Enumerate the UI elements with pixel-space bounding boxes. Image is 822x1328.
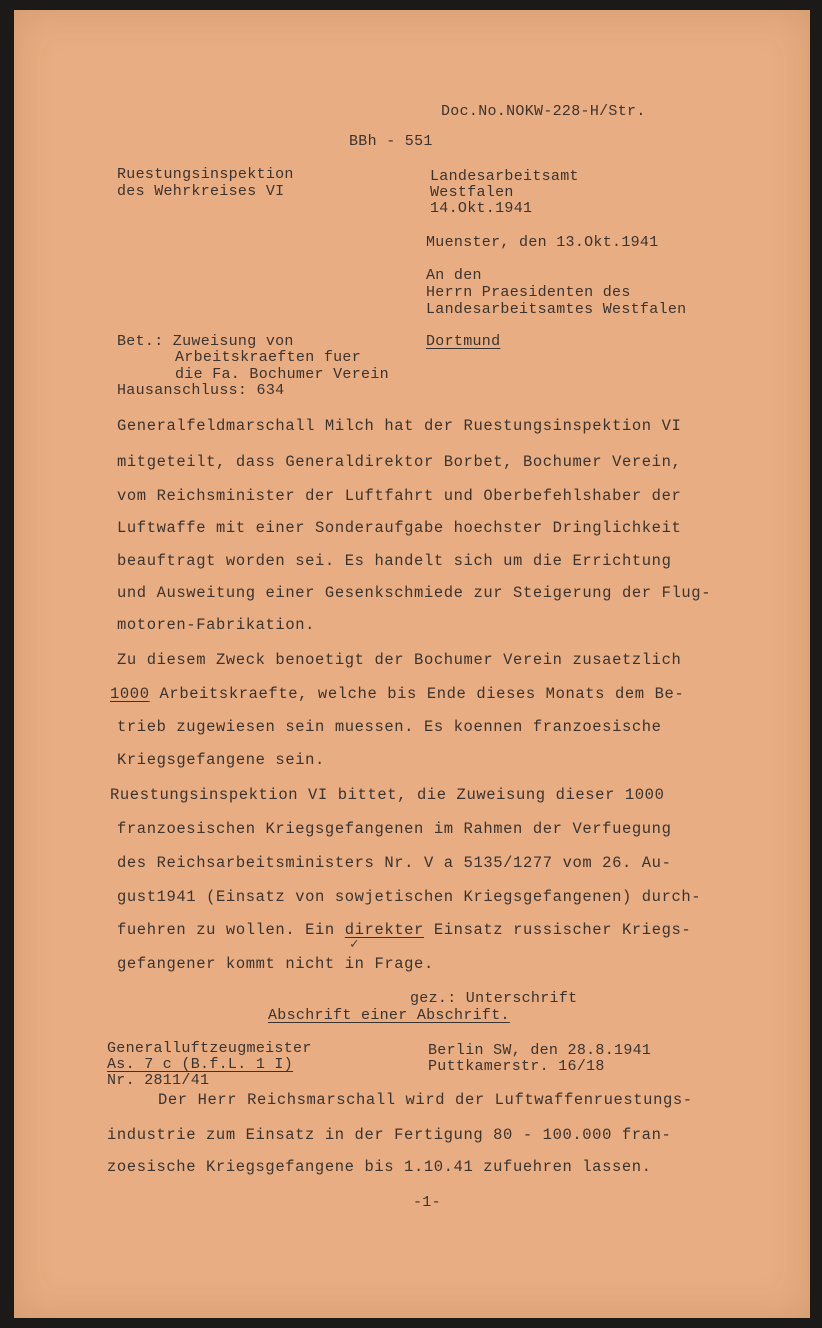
body-line: und Ausweitung einer Gesenkschmiede zur Steigerung der Flug- [117, 584, 712, 602]
body-line: Ruestungsinspektion VI bittet, die Zuweisung dieser 1000 [110, 786, 665, 804]
document-number: Doc.No.NOKW-228-H/Str. [441, 103, 646, 120]
recipient-line-3: Landesarbeitsamtes Westfalen [426, 301, 687, 318]
body-line-rest: Arbeitskraefte, welche bis Ende dieses Monats dem Be- [149, 685, 685, 703]
body-line: vom Reichsminister der Luftfahrt und Oberbefehlshaber der [117, 487, 682, 505]
copy-text-line: Der Herr Reichsmarschall wird der Luftwaffenruestungs- [158, 1091, 693, 1109]
recipient-city: Dortmund [426, 333, 501, 350]
body-line: Generalfeldmarschall Milch hat der Ruestungsinspektion VI [117, 417, 682, 435]
body-line: Zu diesem Zweck benoetigt der Bochumer Verein zusaetzlich [117, 651, 682, 669]
body-line: des Reichsarbeitsministers Nr. V a 5135/1277 vom 26. Au- [117, 854, 672, 872]
subject-line-2: Arbeitskraeften fuer [175, 349, 362, 366]
recipient-line-2: Herrn Praesidenten des [426, 284, 631, 301]
body-line: franzoesischen Kriegsgefangenen im Rahmen der Verfuegung [117, 820, 672, 838]
extension-number: Hausanschluss: 634 [117, 382, 285, 399]
stamp-line-3: 14.Okt.1941 [430, 200, 533, 217]
stamp-line-1: Landesarbeitsamt [430, 168, 579, 185]
sender-line-1: Ruestungsinspektion [117, 166, 294, 183]
sender-line-2: des Wehrkreises VI [117, 183, 285, 200]
reference-code: BBh - 551 [349, 133, 433, 150]
copy-place-line-2: Puttkamerstr. 16/18 [428, 1058, 605, 1075]
body-line: mitgeteilt, dass Generaldirektor Borbet, Bochumer Verein, [117, 453, 682, 471]
page-number: -1- [413, 1194, 441, 1211]
body-line: gust1941 (Einsatz von sowjetischen Kriegsgefangenen) durch- [117, 888, 702, 906]
body-line: motoren-Fabrikation. [117, 616, 316, 634]
subject-line-3: die Fa. Bochumer Verein [175, 366, 389, 383]
signature: gez.: Unterschrift [410, 990, 578, 1007]
body-line: gefangener kommt nicht in Frage. [117, 955, 434, 973]
emphasized-word: direkter [344, 921, 424, 939]
copy-place-line-1: Berlin SW, den 28.8.1941 [428, 1042, 652, 1059]
copy-sender-line-2: As. 7 c (B.f.L. 1 I) [107, 1056, 294, 1073]
copy-text-line: zoesische Kriegsgefangene bis 1.10.41 zufuehren lassen. [107, 1158, 652, 1176]
body-line-start: fuehren zu wollen. Ein [117, 921, 345, 939]
body-line: trieb zugewiesen sein muessen. Es koennen franzoesische [117, 718, 662, 736]
body-line-end: Einsatz russischer Kriegs- [423, 921, 692, 939]
check-mark-icon: ✓ [350, 937, 359, 953]
stamp-line-2: Westfalen [430, 184, 514, 201]
body-line [110, 686, 684, 703]
body-line: Luftwaffe mit einer Sonderaufgabe hoechster Dringlichkeit [117, 519, 682, 537]
body-line: beauftragt worden sei. Es handelt sich um die Errichtung [117, 552, 672, 570]
copy-heading: Abschrift einer Abschrift. [268, 1007, 510, 1024]
recipient-line-1: An den [426, 267, 482, 284]
worker-count: 1000 [110, 685, 150, 703]
body-line [117, 922, 691, 939]
subject-line-1: Bet.: Zuweisung von [117, 333, 294, 350]
place-date: Muenster, den 13.Okt.1941 [426, 234, 659, 251]
copy-sender-line-3: Nr. 2811/41 [107, 1072, 210, 1089]
copy-text-line: industrie zum Einsatz in der Fertigung 80 - 100.000 fran- [107, 1126, 672, 1144]
copy-sender-line-1: Generalluftzeugmeister [107, 1040, 312, 1057]
body-line: Kriegsgefangene sein. [117, 751, 325, 769]
